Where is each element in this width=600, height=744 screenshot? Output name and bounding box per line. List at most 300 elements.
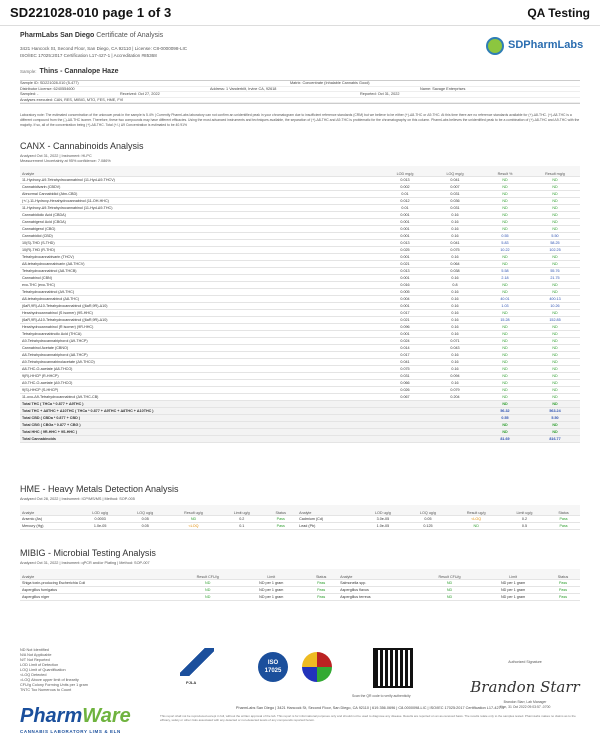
cell-value: ND [419,586,480,593]
cell-value: ND [530,386,580,393]
pharmware-text-2: Ware [82,705,131,727]
cell-value: 0.16 [430,358,480,365]
cell-value [380,421,430,428]
cell-value: 0.001 [380,302,430,309]
cell-value [380,414,430,421]
canx-meta [20,154,111,164]
signed-date: Mon, 31 Oct 2022 09:03:57 -0700 [499,704,551,709]
col-header: Status [547,505,580,515]
col-header: LOD ug/g [78,505,123,515]
analyte-name: Aspergillus niger [20,593,177,600]
analyte-name: Cannabinol Acetate (CBNO) [20,344,380,351]
cell-value: 2.18 [480,274,530,281]
table-row [20,183,580,190]
cell-value: 0.001 [380,211,430,218]
cell-value: ND [530,365,580,372]
cell-value: Pass [304,593,338,600]
analyte-name: Tetrahydrocannabinol (Δ8-THCB) [20,267,380,274]
table-row [20,246,580,253]
legend-item: CFU/g Colony Forming Units per 1 gram [20,683,88,687]
legend-item: LOD Limit of Detection [20,663,59,667]
viewer-topbar [0,0,600,26]
cell-value [430,435,480,442]
received-date: Received: Oct 27, 2022 [120,92,160,97]
sampled-date: Sampled: - [20,92,39,97]
analyte-name: Aspergillus terreus [338,593,419,600]
table-row [20,316,580,323]
cell-value: 0.2 [219,515,264,522]
cell-value: ND [480,421,530,428]
cell-value: 0.094 [430,372,480,379]
legend-item: LOQ Limit of Quantification [20,668,66,672]
table-row [20,372,580,379]
analyte-name: Aspergillus flavus [338,586,419,593]
cell-value: 0.16 [430,211,480,218]
laboratory-note: Laboratory note: The estimated concentration of the unknown peak in the sample is 5.4% | Currently PharmLabs laboratory can not confirm an unidentified peak in your chromatogram due to insufficient reference standards (CRM) but we believe to be either (+)-Δ8-THC or Δ9-THC. At this time there are no reference standards available for (+)-Δ8-THC. (+)-Δ8-THC is a different compound from the (-)-Δ8-THC isomer. Therefore, these two compounds may have different efficacies. Using the most advanced instruments and techniques available, the separation of (+)-Δ8-THC and Δ9-THC is problematic for the chromatography on this column. PharmLabs believes the unidentified peak to be a combination of (+)-Δ8-THC and Δ9-THC with the majority. If so, all of the concentration being (+)-Δ8-THC. Total (+/-) Δ9 Concentration is estimated to be 40.91% [20,113,580,127]
analyte-name: Δ9-Tetrahydrocannabiphorol (Δ9-THCP) [20,337,380,344]
analyte-name: Total CBG ( CBGa * 0.877 + CBG ) [20,421,380,428]
col-header: Status [264,505,297,515]
cell-value: ND [177,579,238,586]
client-name: Name: Savage Enterprises [420,86,466,91]
cell-value: ND [530,372,580,379]
cell-value: 21.75 [530,274,580,281]
cell-value [430,414,480,421]
pharmware-text-1: Pharm [20,705,83,727]
cell-value: <LOQ [168,522,219,529]
cell-value: 0.16 [430,309,480,316]
analyte-name: (+/-)-11-Hydroxy-Hexahydrocannabinol (11-OH-HHC) [20,197,380,204]
analyte-name: exo-THC (exo-THC) [20,281,380,288]
cell-value: 0.004 [380,295,430,302]
cannabinoids-table [20,166,580,443]
cell-value: 0.001 [380,330,430,337]
table-row [20,358,580,365]
cell-value: 0.064 [430,260,480,267]
analyte-name: Cannabigerol Acid (CBGA) [20,218,380,225]
cell-value: 0.024 [380,337,430,344]
cell-value: ND [530,211,580,218]
cell-value: 0.016 [380,281,430,288]
analyte-name: Hexahydrocannabinol (S isomer) (9S-HHC) [20,309,380,316]
legend-item: <LOQ Detected [20,673,47,677]
cell-value: ND [480,218,530,225]
cell-value: 55.76 [530,267,580,274]
table-row [20,218,580,225]
cell-value: 0.01 [380,204,430,211]
col-header: Result ug/g [451,505,502,515]
analyte-name: 9(S)-HHCP (S-HHCP) [20,386,380,393]
cell-value: 152.85 [530,316,580,323]
analyte-name: 11-oxo-Δ9-Tetrahydrocannabinol (Δ9-THC-CB) [20,393,380,400]
col-header: Result CFU/g [177,569,238,579]
analyte-name: Δ8-Tetrahydrocannabiphorol (Δ8-THCP) [20,351,380,358]
col-header: Limit ug/g [219,505,264,515]
cell-value: 40.01 [480,295,530,302]
abbreviation-legend [20,648,88,693]
cell-value: 0.036 [430,197,480,204]
cell-value: ND [530,190,580,197]
table-row [20,260,580,267]
cell-value: 0.012 [380,197,430,204]
cell-value: 1.0e-05 [78,522,123,529]
signer-name: Brandon Starr, Lab Manager [503,700,547,704]
cell-value: ND [530,204,580,211]
cell-value: 816.77 [530,435,580,442]
cell-value: 0.2 [502,515,547,522]
table-row [20,330,580,337]
cell-value: ND [480,204,530,211]
total-row [20,400,580,407]
cell-value: 0.16 [430,288,480,295]
col-header: LOQ ug/g [405,505,450,515]
total-row [20,414,580,421]
table-row [20,515,580,522]
table-row [20,586,580,593]
cell-value: ND [480,225,530,232]
cell-value: ND [480,358,530,365]
cell-value: ND [530,176,580,183]
cell-value: 0.031 [430,204,480,211]
cell-value: 0.031 [430,190,480,197]
analyte-name: Cannabidiol (CBD) [20,232,380,239]
hme-analyzed: Analyzed Oct 28, 2022 | Instrument: ICP/MS/MS | Method: SOP-005 [20,497,135,501]
cell-value: ND [530,260,580,267]
heavy-metals-table [20,505,580,530]
analyte-name: 11-Hydroxy-Δ9-Tetrahydrocannabinol (11-Hyd-Δ9-THC) [20,204,380,211]
cell-value: 0.16 [430,351,480,358]
cell-value: ND [480,400,530,407]
cell-value: 0.005 [380,288,430,295]
cell-value: ND [480,309,530,316]
cell-value: ND [177,586,238,593]
footer-address: PharmLabs San Diego | 3421 Hancock St, Second Floor, San Diego, CA 92110 | 619.356.0696 | C8-0000098-LIC | ISO/IEC 17025:2017 Certification L17-427-1 [235,706,505,710]
distributor-license: Distributor License: 6240554600 [20,86,75,91]
cell-value: 0.014 [380,344,430,351]
analyte-name: Cannabidivarin (CBDV) [20,183,380,190]
cell-value: ND [530,330,580,337]
analyte-name: (6aR,9R)-Δ10-Tetrahydrocannabinol ((6aR,9R)-Δ10) [20,302,380,309]
cell-value: ND [530,421,580,428]
cell-value: ND [177,593,238,600]
cell-value: ND [480,386,530,393]
cell-value: ND [480,344,530,351]
analyte-name: Tetrahydrocannabinolic Acid (THCA) [20,330,380,337]
cell-value: ND [530,288,580,295]
table-row [20,579,580,586]
col-header: Limit ug/g [502,505,547,515]
cell-value: 0.001 [380,253,430,260]
cell-value: 0.16 [430,274,480,281]
table-row [20,267,580,274]
cell-value: 1.0e-05 [360,522,405,529]
microbial-table [20,569,580,601]
cell-value: 0.05 [405,515,450,522]
cell-value: ND [530,197,580,204]
cell-value: 5.50 [530,414,580,421]
cell-value: Pass [547,515,580,522]
col-header: Status [304,569,338,579]
col-header: Status [546,569,580,579]
cell-value: ND [530,183,580,190]
col-header: Result CFU/g [419,569,480,579]
table-row [20,288,580,295]
cell-value: 0.002 [380,183,430,190]
cell-value: 0.16 [430,218,480,225]
cert-title: Certificate of Analysis [96,32,164,39]
signature-title: Authorized Signature [508,660,542,664]
legend-item: N/T Not Reported [20,658,50,662]
lab-name-text: PharmLabs San Diego [20,32,95,39]
cell-value: 0.025 [380,246,430,253]
hme-title: HME - Heavy Metals Detection Analysis [20,484,179,494]
cell-value: 0.071 [430,337,480,344]
total-row [20,421,580,428]
col-header: LOQ mg/g [430,166,480,176]
table-row [20,211,580,218]
client-address: Address: 1 Vanderbilt, Irvine CA, 92618 [210,86,277,91]
analyte-name: Total Cannabinoids [20,435,380,442]
cell-value: ND [480,330,530,337]
cell-value: Pass [546,593,580,600]
cell-value: 0.007 [430,183,480,190]
col-header: Result % [480,166,530,176]
cell-value: 400.13 [530,295,580,302]
cell-value: 0.017 [380,351,430,358]
cell-value: 81.69 [480,435,530,442]
cell-value: 0.001 [380,225,430,232]
cell-value: 0.096 [380,323,430,330]
cell-value: ND [480,337,530,344]
table-row [20,323,580,330]
col-header: Analyte [20,569,177,579]
cell-value: ND per 1 gram [238,579,304,586]
analyte-name: 11-Hydroxy-Δ9-Tetrahydrocannabinol (11-Hyd-Δ9-THCV) [20,176,380,183]
table-row [20,274,580,281]
qr-caption: Scan the QR code to verify authenticity [352,694,411,698]
cell-value: ND per 1 gram [238,593,304,600]
table-row [20,351,580,358]
cell-value: ND [419,579,480,586]
col-header: Result ug/g [168,505,219,515]
cell-value: 0.01 [380,190,430,197]
canx-uncertainty: Measurement Uncertainty at 95% confidence: 7.086% [20,159,111,163]
mibig-title: MIBIG - Microbial Testing Analysis [20,548,156,558]
cell-value: ND [530,428,580,435]
cell-value [380,400,430,407]
table-row [20,253,580,260]
cell-value: ND [480,323,530,330]
cell-value: 0.031 [380,372,430,379]
cell-value: ND [451,522,502,529]
cell-value: 0.16 [430,295,480,302]
cell-value: 0.16 [430,330,480,337]
cell-value: ND [480,379,530,386]
cell-value: ND [530,253,580,260]
cell-value: ND [530,337,580,344]
col-header: Analyte [20,505,78,515]
analyte-name: Δ9-THC-O-acetate (Δ9-THCO) [20,379,380,386]
cell-value: ND per 1 gram [480,586,546,593]
analyte-name: Tetrahydrocannabinol (Δ9-THC) [20,288,380,295]
analyte-name: 10(R)-THD (R-THD) [20,246,380,253]
analyte-name: Tetrahydrocannabivarin (THCV) [20,253,380,260]
legend-item: N/A Not Applicable [20,653,52,657]
cell-value: 10.22 [480,246,530,253]
cell-value: 0.1 [219,522,264,529]
analyte-name: Total THC + Δ8THC + Δ10THC ( THCa * 0.877 + Δ9THC + Δ8THC + Δ10THC ) [20,407,380,414]
cell-value: 5.83 [480,239,530,246]
cell-value: 1.03 [480,302,530,309]
cell-value: ND [480,253,530,260]
legend-item: =LOQ Above upper limit of linearity [20,678,79,682]
cell-value: ND [480,197,530,204]
logo-text: SDPharmLabs [508,39,584,51]
total-row [20,435,580,442]
analyte-name: Δ8-tetrahydrocannabinol (Δ8-THC) [20,295,380,302]
matrix: Matrix: Concentrate (Inhalable Cannabis Good) [290,81,370,85]
lab-address: 3421 Hancock St, Second Floor, San Diego, CA 92110 | License: C8-0000098-LIC [20,46,188,51]
cell-value [430,428,480,435]
analyte-name: Total THC ( THCa * 0.877 + Δ9THC ) [20,400,380,407]
col-header: LOD mg/g [380,166,430,176]
cell-value: 0.013 [380,267,430,274]
analyte-name: Mercury (Hg) [20,522,78,529]
cell-value: 0.075 [380,365,430,372]
analyte-name: Lead (Pb) [297,522,360,529]
table-row [20,225,580,232]
cell-value: ND [530,344,580,351]
cell-value: ND [530,218,580,225]
cell-value: ND [480,190,530,197]
cell-value: ND [419,593,480,600]
analyte-name: (6aR,9R)-Δ10-Tetrahydrocannabinol ((6aR,9R)-Δ10) [20,316,380,323]
cell-value: 0.001 [380,218,430,225]
cell-value: ND [480,372,530,379]
analyte-name: Cannabigerol (CBG) [20,225,380,232]
cell-value: Pass [264,515,297,522]
cell-value: 15.28 [480,316,530,323]
lab-iso: ISO/IEC 17025:2017 Certification L17-427-1 | Accreditation #85368 [20,53,157,58]
legend-item: TNTC Too Numerous to Count [20,688,72,692]
cell-value: 0.041 [430,176,480,183]
cell-value: Pass [304,579,338,586]
table-row [20,281,580,288]
cell-value: 0.16 [430,253,480,260]
mibig-analyzed: Analyzed Oct 31, 2022 | Instrument: qPCR and/or Plating | Method: SOP-007 [20,561,150,565]
table-row [20,204,580,211]
legend-item: ND Not Identified [20,648,49,652]
table-row [20,593,580,600]
analyte-name: Total CBD ( CBDa * 0.877 + CBD ) [20,414,380,421]
cell-value: ND [480,281,530,288]
sample-name-line [20,68,118,75]
analyte-name: Arsenic (As) [20,515,78,522]
col-header: Analyte [20,166,380,176]
sdpharmlabs-logo [486,37,584,57]
verification-qr-code[interactable] [373,648,413,688]
cell-value: 0.017 [380,309,430,316]
table-row [20,190,580,197]
cell-value: 563.24 [530,407,580,414]
cell-value: Pass [546,579,580,586]
analyte-name: Δ8-tetrahydrocannabivarin (Δ8-THCV) [20,260,380,267]
cell-value: ND [530,400,580,407]
cell-value: 56.32 [480,407,530,414]
cell-value: Pass [264,522,297,529]
cell-value: 10.26 [530,302,580,309]
analyte-name: 10(S)-THD (S-THD) [20,239,380,246]
cell-value [380,435,430,442]
table-row [20,365,580,372]
cell-value: 5.58 [480,267,530,274]
cell-value: 0.16 [430,302,480,309]
analyte-name: Shiga toxin-producing Escherichia Coli [20,579,177,586]
analyte-name: Total HHC ( 9R-HHC + 9S-HHC ) [20,428,380,435]
analyte-name: Δ8-THC-O-acetate (Δ8-THCO) [20,365,380,372]
cell-value: 0.001 [380,274,430,281]
cell-value: ND [530,225,580,232]
cell-value: 102.25 [530,246,580,253]
cell-value: ND [530,379,580,386]
cell-value: 0.05 [123,515,168,522]
cell-value: 0.16 [430,365,480,372]
analyte-name: Salmonella spp. [338,579,419,586]
cell-value: ND [480,260,530,267]
cell-value: ND [480,176,530,183]
cell-value: 0.16 [430,379,480,386]
cell-value: 0.021 [380,260,430,267]
table-row [20,197,580,204]
col-header: Analyte [338,569,419,579]
analyte-name: Abnormal Cannabidiol (Abn-CBD) [20,190,380,197]
table-row [20,239,580,246]
cell-value: 3.0e-05 [360,515,405,522]
cell-value: 0.043 [430,344,480,351]
iso-text: ISO [267,660,279,666]
cell-value: ND [480,183,530,190]
cell-value: ND [530,323,580,330]
qa-testing-label[interactable]: QA Testing [527,6,590,20]
analyte-name: 9(R)-HHCP (R-HHCP) [20,372,380,379]
cell-value: 0.204 [430,393,480,400]
pjla-text: PJLA [186,680,197,685]
cell-value: Pass [304,586,338,593]
col-header: Analyte [297,505,360,515]
cell-value: 0.125 [405,522,450,529]
cell-value: 0.16 [430,316,480,323]
cell-value: ND [480,365,530,372]
cell-value: 0.026 [380,386,430,393]
table-row [20,386,580,393]
iso-17025-badge-icon [258,652,288,682]
cell-value [380,407,430,414]
table-row [20,337,580,344]
table-row [20,379,580,386]
table-row [20,522,580,529]
pharmware-tagline: CANNABIS LABORATORY LIMS & ELN [20,729,121,734]
total-row [20,428,580,435]
signature-block [470,660,580,709]
cell-value: 0.0003 [78,515,123,522]
cell-value: 0.55 [480,232,530,239]
cell-value: ND per 1 gram [480,593,546,600]
cell-value: ND [480,211,530,218]
cell-value: 0.038 [430,267,480,274]
cell-value [380,428,430,435]
cell-value: ND [530,309,580,316]
cell-value: 58.25 [530,239,580,246]
